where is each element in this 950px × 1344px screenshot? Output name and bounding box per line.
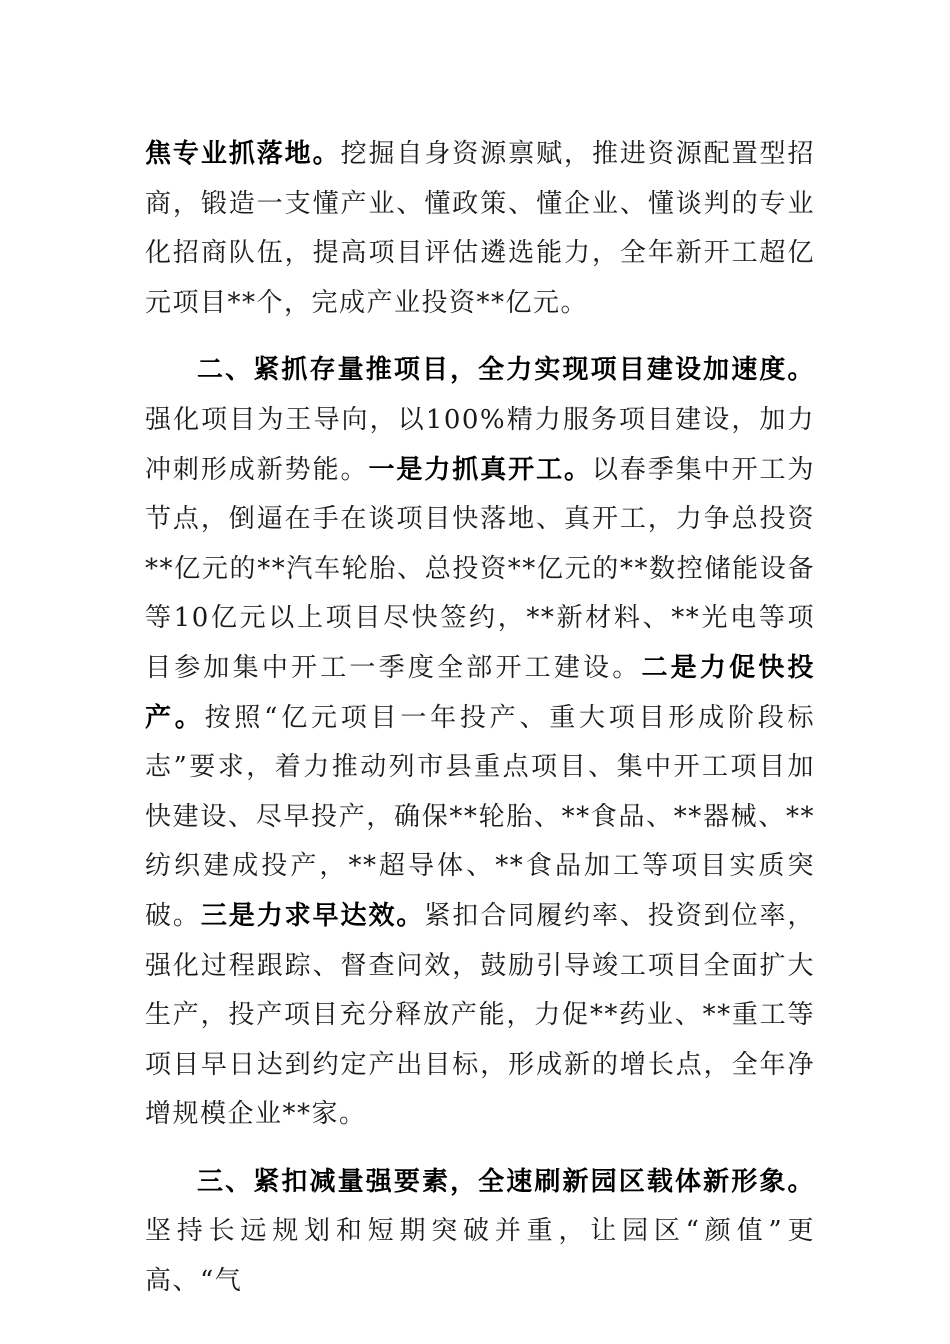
item-text-put-into-production: 按照“亿元项目一年投产、重大项目形成阶段标志”要求，着力推动列市县重点项目、集中开工项目加快建设、尽早投产，确保**轮胎、**食品、**器械、**纺织建成投产，**超导体、**食品加工等项目实质突破。 bbox=[145, 702, 815, 931]
section-heading-2: 二、紧抓存量推项目，全力实现项目建设加速度。 bbox=[197, 355, 815, 386]
item-text-reach-targets: 紧扣合同履约率、投资到位率，强化过程跟踪、督查问效，鼓励引导竣工项目全面扩大生产，投产项目充分释放产能，力促**药业、**重工等项目早日达到约定产出目标，形成新的增长点，全年净增规模企业**家。 bbox=[145, 900, 815, 1130]
item-heading-put-into-production: 二是力促快投产。 bbox=[145, 652, 815, 733]
document-body bbox=[145, 130, 815, 1307]
item-text-start-construction: 以春季集中开工为节点，倒逼在手在谈项目快落地、真开工，力争总投资**亿元的**汽车轮胎、总投资**亿元的**数控储能设备等10亿元以上项目尽快签约，**新材料、**光电等项目参加集中开工一季度全部开工建设。 bbox=[145, 454, 815, 683]
paragraph-text: 挖掘自身资源禀赋，推进资源配置型招商，锻造一支懂产业、懂政策、懂企业、懂谈判的专业化招商队伍，提高项目评估遴选能力，全年新开工超亿元项目**个，完成产业投资**亿元。 bbox=[145, 139, 815, 318]
paragraph-text: 坚持长远规划和短期突破并重，让园区“颜值”更高、“气 bbox=[145, 1216, 815, 1297]
section-heading-3: 三、紧扣减量强要素，全速刷新园区载体新形象。 bbox=[197, 1166, 815, 1197]
paragraph-project-construction bbox=[145, 346, 815, 1140]
paragraph-park-image bbox=[145, 1158, 815, 1307]
paragraph-investment-team bbox=[145, 130, 815, 328]
item-heading-start-construction: 一是力抓真开工。 bbox=[368, 454, 592, 485]
section-intro-text: 强化项目为王导向，以100%精力服务项目建设，加力冲刺形成新势能。 bbox=[145, 404, 815, 485]
paragraph-lead-bold: 焦专业抓落地。 bbox=[145, 139, 341, 169]
item-heading-reach-targets: 三是力求早达效。 bbox=[200, 900, 425, 931]
